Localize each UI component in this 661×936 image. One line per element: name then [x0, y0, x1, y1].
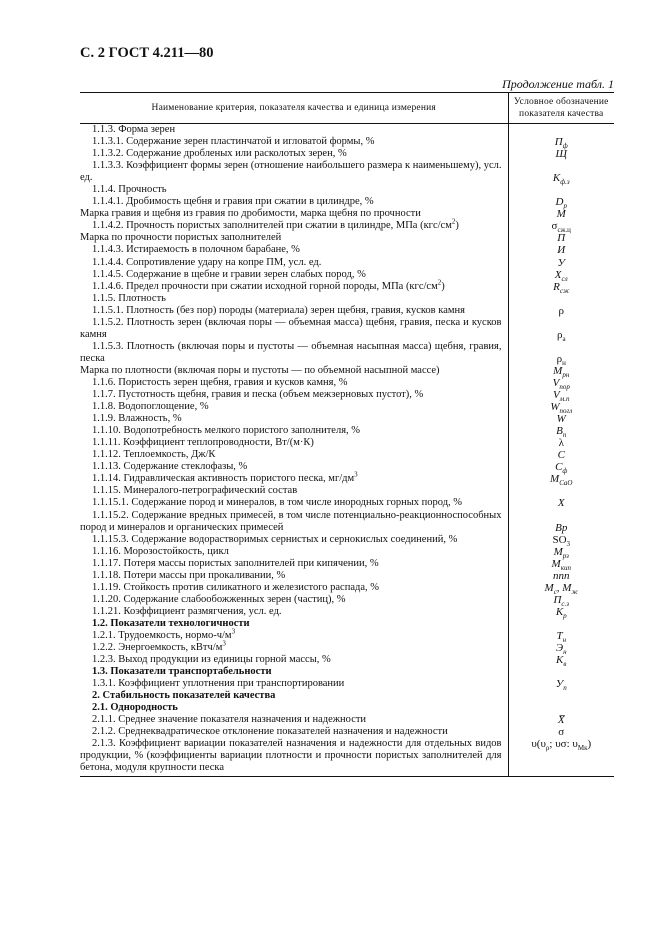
table-row: [80, 666, 614, 678]
table-row: [80, 184, 614, 196]
indicator-name: [80, 666, 508, 678]
indicator-symbol: [508, 401, 614, 416]
symbol-tail: , M: [556, 581, 572, 594]
symbol-text: K: [552, 172, 561, 185]
indicator-name-text: 1.2.1. Трудоемкость, нормо-ч/м: [92, 629, 232, 641]
symbol-tail-2: ): [587, 738, 592, 751]
table-row: [80, 269, 614, 281]
indicator-symbol: [508, 702, 614, 714]
table-row: [80, 413, 614, 425]
symbol-text: X: [557, 497, 565, 510]
header-symbol: Условное обозначение показателя качества: [508, 93, 614, 124]
indicator-symbol: [508, 257, 614, 269]
indicator-symbol: [508, 570, 614, 582]
indicator-symbol: [508, 269, 614, 281]
symbol-subscript: рз: [562, 551, 569, 560]
symbol-text: K: [556, 654, 564, 667]
indicator-name-text: 1.3.1. Коэффициент уплотнения при транспортировании: [92, 678, 345, 690]
indicator-name-text: 1.1.21. Коэффициент размягчения, усл. ед.: [92, 605, 282, 617]
indicator-name-text: 1.1.12. Теплоемкость, Дж/К: [92, 449, 216, 461]
table-row: [80, 281, 614, 293]
table-row: [80, 305, 614, 317]
table-row: [80, 630, 614, 642]
indicator-name-text: 2. Стабильность показателей качества: [92, 690, 276, 702]
table-row: [80, 642, 614, 654]
indicator-name-text: 1.1.17. Потеря массы пористых заполнителей при кипячении, %: [92, 557, 379, 569]
symbol-text: X̅: [557, 714, 565, 727]
indicator-symbol: [508, 714, 614, 726]
indicator-symbol: [508, 666, 614, 678]
symbol-text: X: [554, 268, 562, 281]
indicator-name: [80, 678, 508, 690]
indicator-name: [80, 257, 508, 269]
symbol-text: T: [556, 629, 563, 642]
indicator-symbol: [508, 317, 614, 341]
indicator-name: [80, 690, 508, 702]
symbol-text: SO: [552, 533, 567, 546]
indicator-name-text: 1.1.4.2. Прочность пористых заполнителей при сжатии в цилиндре, МПа (кгс/см: [92, 220, 452, 232]
indicator-symbol: [508, 136, 614, 151]
table-row: [80, 377, 614, 389]
indicator-name: [80, 702, 508, 714]
symbol-text: ρ: [556, 328, 563, 341]
table-row: [80, 365, 614, 377]
indicator-name: [80, 461, 508, 473]
unit-superscript: 2: [451, 217, 456, 226]
table-row: [80, 208, 614, 220]
indicator-symbol: [508, 726, 614, 738]
indicator-name-text: 1.1.7. Пустотность щебня, гравия и песка (объем межзерновых пустот), %: [92, 389, 424, 401]
indicator-name: [80, 293, 508, 305]
indicator-symbol: [508, 281, 614, 293]
symbol-subscript: ф: [562, 467, 568, 476]
indicator-name: [80, 208, 508, 220]
indicator-name-text: Марка по плотности (включая поры и пустоты — по объемной насыпной массе): [80, 364, 440, 376]
indicator-name-text: 1.1.11. Коэффициент теплопроводности, Вт/(м·К): [92, 437, 314, 449]
symbol-text: И: [557, 244, 566, 257]
symbol-subscript: с.з: [561, 600, 570, 609]
table-row: [80, 714, 614, 726]
indicator-name-text: 1.2.3. Выход продукции из единицы горной массы, %: [92, 654, 331, 666]
symbol-subscript: с: [553, 587, 557, 596]
indicator-symbol: [508, 605, 614, 621]
indicator-symbol: [508, 582, 614, 594]
symbol-subscript: погл: [559, 407, 573, 416]
indicator-name-text: 1.1.4.3. Истираемость в полочном барабане, %: [92, 244, 300, 256]
table-row: [80, 437, 614, 449]
indicator-name-text: 1.1.5. Плотность: [92, 292, 166, 304]
table-continuation-label: Продолжение табл. 1: [502, 77, 614, 91]
indicator-name: [80, 317, 508, 341]
indicator-name-text: 1.1.9. Влажность, %: [92, 413, 182, 425]
symbol-subscript: а: [562, 334, 566, 343]
table-row: [80, 738, 614, 776]
indicator-name: [80, 196, 508, 208]
symbol-tail: ; υσ: υ: [549, 738, 578, 751]
symbol-subscript: н: [563, 648, 567, 657]
symbol-subscript: 3: [566, 539, 571, 548]
indicator-name-text: 1.1.4.6. Предел прочности при сжатии исходной горной породы, МПа (кгс/см: [92, 280, 438, 292]
indicator-name: [80, 389, 508, 401]
table-row: [80, 257, 614, 269]
table-row: [80, 389, 614, 401]
indicator-name: [80, 401, 508, 413]
indicator-symbol: [508, 629, 614, 645]
table-row: [80, 558, 614, 570]
indicator-symbol: [508, 642, 614, 657]
indicator-symbol: [508, 232, 614, 244]
indicator-name: [80, 449, 508, 461]
indicator-symbol: [508, 593, 614, 609]
indicator-name-text: 1.1.3.3. Коэффициент формы зерен (отношение наибольшего размера к наименьшему), усл. ед.: [80, 160, 502, 184]
indicator-symbol: [508, 148, 614, 160]
indicator-name: [80, 627, 508, 642]
symbol-text: W: [556, 413, 566, 426]
symbol-subscript: м.п: [559, 395, 570, 404]
indicator-name-text: 1.1.6. Пористость зерен щебня, гравия и кусков камня, %: [92, 376, 348, 388]
indicator-symbol: [508, 558, 614, 570]
table-row: [80, 232, 614, 244]
symbol-text: У: [555, 678, 564, 691]
indicator-name-tail: ): [441, 280, 445, 292]
indicator-symbol: [508, 341, 614, 368]
indicator-name-text: 1.1.5.3. Плотность (включая поры и пустоты — объемная насыпная масса) щебня, гравия, песка: [80, 340, 502, 364]
indicator-name: [80, 413, 508, 425]
unit-superscript: 2: [437, 278, 442, 287]
symbol-subscript: ρ: [545, 744, 550, 753]
indicator-name-text: 1.1.3.1. Содержание зерен пластинчатой и игловатой формы, %: [92, 136, 375, 148]
symbol-text: υ(υ: [531, 738, 546, 751]
indicator-name: [80, 232, 508, 244]
indicator-name-text: 1.1.18. Потери массы при прокаливании, %: [92, 569, 286, 581]
indicator-name: [80, 470, 508, 485]
indicator-name-text: 1.1.5.1. Плотность (без пор) породы (материала) зерен щебня, гравия, кусков камня: [92, 304, 465, 316]
indicator-name-text: 1.1.8. Водопоглощение, %: [92, 401, 209, 413]
indicator-name-text: 1.1.19. Стойкость против силикатного и железистого распада, %: [92, 581, 379, 593]
indicator-name: [80, 365, 508, 377]
table-row: [80, 678, 614, 690]
table-row: [80, 317, 614, 341]
symbol-text: ппп: [553, 569, 570, 582]
indicator-name-text: 1.2.2. Энергоемкость, кВтч/м: [92, 642, 223, 654]
indicator-name: [80, 124, 508, 137]
table-row: [80, 570, 614, 582]
symbol-text: V: [552, 376, 560, 389]
table-row: [80, 401, 614, 413]
symbol-subscript: сж.ц: [557, 226, 571, 235]
indicator-name: [80, 341, 508, 365]
table-row: [80, 618, 614, 630]
symbol-text: M: [544, 581, 554, 594]
symbol-text: σ: [551, 220, 558, 233]
symbol-subscript: сл: [561, 274, 568, 283]
indicator-symbol: [508, 364, 614, 380]
indicator-name: [80, 639, 508, 654]
table-row: [80, 654, 614, 666]
unit-superscript: 3: [222, 639, 226, 648]
indicator-symbol: [508, 425, 614, 440]
indicator-name-text: 2.1. Однородность: [92, 702, 178, 714]
indicator-name-text: 1.1.4.4. Сопротивление удару на копре ПМ, усл. ед.: [92, 256, 322, 268]
table-row: [80, 582, 614, 594]
symbol-subscript-2: Мк: [577, 744, 588, 753]
indicator-name: [80, 136, 508, 148]
symbol-text: M: [553, 545, 563, 558]
table-row: [80, 510, 614, 534]
symbol-subscript: ф: [562, 142, 568, 151]
symbol-subscript: п: [563, 684, 567, 693]
indicator-symbol: [508, 196, 614, 211]
indicator-name-text: 1.1.5.2. Плотность зерен (включая поры — объемная масса) щебня, гравия, песка и кусков камня: [80, 316, 502, 340]
indicator-name-text: 1.1.13. Содержание стеклофазы, %: [92, 461, 248, 473]
indicator-name-text: 2.1.1. Среднее значение показателя назначения и надежности: [92, 714, 367, 726]
indicator-symbol: [508, 376, 614, 392]
quality-indicators-table: [80, 92, 614, 777]
symbol-text: П: [557, 232, 566, 245]
table-row: [80, 690, 614, 702]
symbol-subscript: рн: [562, 371, 570, 380]
indicator-name-tail: ): [455, 220, 459, 232]
indicator-name: [80, 654, 508, 666]
indicator-symbol: [508, 461, 614, 476]
indicator-name-text: 1.1.10. Водопотребность мелкого пористого заполнителя, %: [92, 425, 361, 437]
symbol-subscript: ф.з: [560, 178, 570, 187]
indicator-name: [80, 510, 508, 534]
page-header: С. 2 ГОСТ 4.211—80: [80, 45, 214, 61]
symbol-subscript: CaO: [559, 479, 573, 488]
indicator-name-text: 1.1.16. Морозостойкость, цикл: [92, 545, 229, 557]
indicator-name-text: 1.3. Показатели транспортабельности: [92, 666, 272, 678]
indicator-name: [80, 377, 508, 389]
symbol-text: V: [553, 389, 560, 402]
symbol-subscript: кип: [560, 563, 571, 572]
indicator-symbol: [508, 220, 614, 235]
table-header-row: [80, 93, 614, 124]
symbol-subscript: пор: [559, 383, 570, 392]
symbol-text: R: [553, 280, 560, 293]
indicator-name: [80, 570, 508, 582]
indicator-symbol: [508, 497, 614, 509]
table-row: [80, 124, 614, 137]
indicator-symbol: [508, 124, 614, 137]
symbol-text: M: [550, 473, 560, 486]
table-row: [80, 196, 614, 208]
table-row: [80, 449, 614, 461]
symbol-text: B: [556, 425, 563, 438]
table-row: [80, 726, 614, 738]
indicator-symbol: [508, 738, 614, 776]
indicator-name-text: 1.2. Показатели технологичности: [92, 617, 250, 629]
indicator-name-text: 1.1.15.3. Содержание водорастворимых сернистых и сернокислых соединений, %: [92, 533, 458, 545]
indicator-symbol: [508, 244, 614, 256]
symbol-text: Э: [555, 642, 564, 655]
symbol-text: λ: [558, 437, 564, 450]
indicator-symbol: [508, 413, 614, 425]
table-row: [80, 485, 614, 497]
symbol-text: D: [555, 196, 564, 209]
indicator-name: [80, 148, 508, 160]
indicator-name-text: 1.1.4.1. Дробимость щебня и гравия при сжатии в цилиндре, %: [92, 196, 374, 208]
header-criterion: Наименование критерия, показателя качества и единица измерения: [80, 93, 508, 124]
indicator-symbol: [508, 510, 614, 534]
indicator-name: [80, 485, 508, 497]
symbol-subscript: в: [563, 660, 567, 669]
indicator-name: [80, 618, 508, 630]
indicator-name: [80, 160, 508, 184]
indicator-symbol: [508, 389, 614, 404]
symbol-text: У: [557, 256, 565, 269]
indicator-name: [80, 425, 508, 437]
indicator-name: [80, 726, 508, 738]
table-row: [80, 341, 614, 365]
symbol-subscript: р: [563, 202, 567, 211]
table-body: [80, 124, 614, 777]
indicator-name: [80, 546, 508, 558]
symbol-text: C: [555, 461, 563, 474]
indicator-symbol: [508, 690, 614, 702]
indicator-symbol: [508, 546, 614, 558]
indicator-name: [80, 305, 508, 317]
symbol-subscript: п: [562, 431, 567, 440]
table-row: [80, 606, 614, 618]
table-row: [80, 702, 614, 714]
indicator-name: [80, 738, 508, 776]
symbol-subscript: н: [562, 359, 566, 368]
symbol-text: Щ: [555, 148, 567, 161]
indicator-name: [80, 534, 508, 546]
symbol-text: Вр: [555, 521, 568, 534]
indicator-name: [80, 594, 508, 606]
indicator-name-text: Марка гравия и щебня из гравия по дробимости, марка щебня по прочности: [80, 208, 421, 220]
indicator-symbol: [508, 208, 614, 220]
indicator-name: [80, 606, 508, 618]
indicator-name: [80, 244, 508, 256]
symbol-text: K: [555, 605, 564, 618]
symbol-text: ρ: [558, 304, 564, 317]
indicator-name: [80, 582, 508, 594]
indicator-name-text: 1.1.3.2. Содержание дробленых или расколотых зерен, %: [92, 148, 347, 160]
indicator-name-text: Марка по прочности пористых заполнителей: [80, 232, 282, 244]
symbol-subscript: н: [562, 636, 567, 645]
indicator-name-text: 1.1.3. Форма зерен: [92, 124, 176, 135]
indicator-symbol: [508, 654, 614, 669]
unit-superscript: 3: [354, 470, 358, 479]
indicator-name-text: 1.1.15. Минералого-петрографический состав: [92, 485, 298, 497]
indicator-name-text: 1.1.20. Содержание слабообожженных зерен (частиц), %: [92, 593, 346, 605]
indicator-name-text: 1.1.14. Гидравлическая активность пористого песка, мг/дм: [92, 473, 355, 485]
indicator-name: [80, 269, 508, 281]
table-row: [80, 473, 614, 485]
indicator-name: [80, 217, 508, 232]
indicator-symbol: [508, 160, 614, 187]
symbol-text: П: [554, 136, 563, 149]
table-row: [80, 534, 614, 546]
symbol-text: ρ: [556, 352, 563, 365]
symbol-subscript-2: ж: [571, 587, 578, 596]
symbol-text: σ: [558, 726, 565, 739]
indicator-symbol: [508, 449, 614, 461]
table-row: [80, 425, 614, 437]
symbol-text: П: [553, 593, 562, 606]
indicator-name: [80, 278, 508, 293]
indicator-symbol: [508, 305, 614, 317]
indicator-name: [80, 497, 508, 509]
indicator-symbol: [508, 473, 614, 488]
indicator-symbol: [508, 534, 614, 546]
indicator-symbol: [508, 437, 614, 449]
indicator-name-text: 2.1.2. Среднеквадратическое отклонение показателей назначения и надежности: [92, 726, 448, 738]
symbol-subscript: сж: [559, 286, 570, 295]
table-row: [80, 461, 614, 473]
table-row: [80, 293, 614, 305]
table-row: [80, 148, 614, 160]
table-row: [80, 220, 614, 232]
indicator-symbol: [508, 618, 614, 630]
table-row: [80, 497, 614, 509]
symbol-text: W: [550, 401, 560, 414]
symbol-text: М: [556, 208, 566, 221]
table-row: [80, 546, 614, 558]
table-row: [80, 136, 614, 148]
table-row: [80, 594, 614, 606]
indicator-name-text: 1.1.15.1. Содержание пород и минералов, в том числе инородных горных пород, %: [92, 497, 463, 509]
indicator-name: [80, 714, 508, 726]
indicator-name-text: 2.1.3. Коэффициент вариации показателей назначения и надежности для отдельных видов продукции, % (коэффициенты вариации плотности и прочности пористых заполнителей для бетона, модуля крупности песка: [80, 738, 502, 774]
symbol-text: C: [557, 449, 565, 462]
unit-superscript: 3: [231, 627, 236, 636]
indicator-name-text: 1.1.15.2. Содержание вредных примесей, в том числе потенциально-реакционноспособных пород и минералов и органических примесей: [80, 509, 502, 533]
indicator-name: [80, 558, 508, 570]
table-row: [80, 244, 614, 256]
indicator-name: [80, 184, 508, 196]
symbol-subscript: р: [563, 612, 567, 621]
table-row: [80, 160, 614, 184]
indicator-symbol: [508, 678, 614, 693]
indicator-name-text: 1.1.4.5. Содержание в щебне и гравии зерен слабых пород, %: [92, 268, 366, 280]
symbol-text: М: [553, 364, 563, 377]
indicator-name: [80, 437, 508, 449]
indicator-name-text: 1.1.4. Прочность: [92, 184, 167, 196]
symbol-text: M: [551, 557, 561, 570]
